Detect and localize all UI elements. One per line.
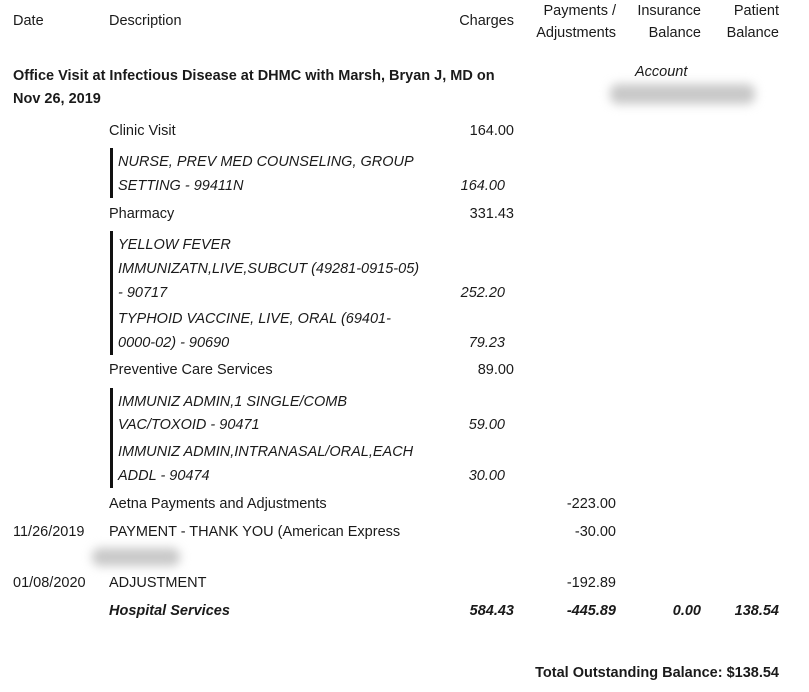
visit-title-line2: Nov 26, 2019 (13, 91, 101, 107)
item-line: 0000-02) - 90690 (118, 335, 230, 351)
header-date: Date (13, 13, 44, 29)
item-amount: 59.00 (468, 417, 505, 433)
item-line: SETTING - 99411N (118, 178, 244, 194)
item-amount: 79.23 (468, 335, 505, 351)
header-payments-line2: Adjustments (536, 25, 616, 41)
payment-amount: -223.00 (566, 496, 616, 512)
group-charge: 331.43 (469, 206, 514, 222)
payment-description: ADJUSTMENT (109, 575, 207, 591)
totals-payments: -445.89 (566, 603, 616, 619)
group-charge: 164.00 (469, 123, 514, 139)
totals-patient: 138.54 (734, 603, 779, 619)
header-description: Description (109, 13, 182, 29)
group-bar (110, 388, 113, 488)
visit-title-line1: Office Visit at Infectious Disease at DHMC with Marsh, Bryan J, MD on (13, 68, 495, 84)
payment-amount: -192.89 (566, 575, 616, 591)
redacted-account-number (610, 84, 755, 104)
group-name: Clinic Visit (109, 123, 176, 139)
item-line: IMMUNIZATN,LIVE,SUBCUT (49281-0915-05) (118, 261, 420, 277)
group-name: Preventive Care Services (109, 362, 273, 378)
header-charges: Charges (459, 13, 514, 29)
group-bar (110, 231, 113, 355)
payment-description: PAYMENT - THANK YOU (American Express (109, 524, 401, 540)
total-outstanding-balance: Total Outstanding Balance: $138.54 (535, 665, 779, 681)
totals-insurance: 0.00 (672, 603, 701, 619)
header-patient-line1: Patient (733, 3, 779, 19)
item-line: VAC/TOXOID - 90471 (118, 417, 260, 433)
header-patient-line2: Balance (726, 25, 779, 41)
item-amount: 30.00 (468, 468, 505, 484)
item-line: ADDL - 90474 (118, 468, 210, 484)
totals-charges: 584.43 (469, 603, 514, 619)
totals-label: Hospital Services (109, 603, 230, 619)
item-line: IMMUNIZ ADMIN,INTRANASAL/ORAL,EACH (118, 444, 414, 460)
payment-description: Aetna Payments and Adjustments (109, 496, 327, 512)
item-line: IMMUNIZ ADMIN,1 SINGLE/COMB (118, 394, 348, 410)
group-name: Pharmacy (109, 206, 175, 222)
group-charge: 89.00 (477, 362, 514, 378)
item-amount: 252.20 (460, 285, 505, 301)
payment-amount: -30.00 (574, 524, 616, 540)
header-payments-line1: Payments / (543, 3, 616, 19)
item-line: YELLOW FEVER (118, 237, 231, 253)
header-insurance-line1: Insurance (637, 3, 701, 19)
item-line: - 90717 (118, 285, 168, 301)
item-line: TYPHOID VACCINE, LIVE, ORAL (69401- (118, 311, 391, 327)
redacted-card-number (92, 548, 180, 566)
item-amount: 164.00 (460, 178, 505, 194)
account-label: Account (635, 64, 688, 80)
group-bar (110, 148, 113, 198)
item-line: NURSE, PREV MED COUNSELING, GROUP (118, 154, 414, 170)
header-insurance-line2: Balance (648, 25, 701, 41)
payment-date: 01/08/2020 (13, 575, 86, 591)
payment-date: 11/26/2019 (13, 524, 85, 540)
